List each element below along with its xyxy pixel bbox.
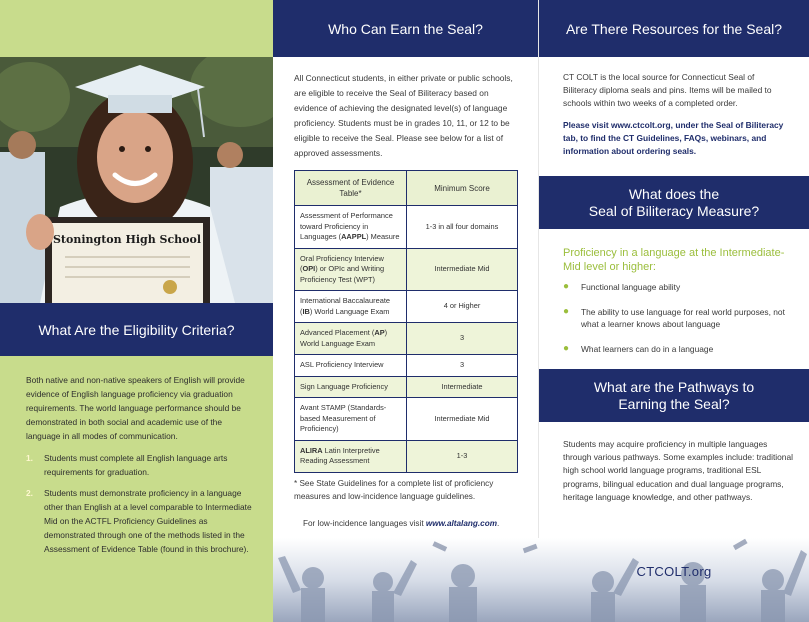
measure-heading <box>539 176 809 229</box>
graduate-photo <box>0 57 273 303</box>
measure-heading-line2: Seal of Biliteracy Measure? <box>588 202 760 219</box>
assessment-table-body <box>295 206 518 473</box>
website-link[interactable]: CTCOLT.org <box>636 564 712 579</box>
assessment-text-suffix: ) World Language Exam <box>300 328 388 348</box>
resources-heading: Are There Resources for the Seal? <box>539 0 809 57</box>
eligibility-intro: Both native and non-native speakers of English will provide evidence of English language proficiency via graduation requirements. The world language performance should be demonstrated in both social and academic use of the language in all modes of communication. <box>26 375 245 441</box>
bullet-icon: ● <box>563 342 570 354</box>
measure-item: The ability to use language for real world purposes, not what a learner knows about language <box>581 306 785 329</box>
pathways-heading-line2: Earning the Seal? <box>618 395 730 412</box>
eligibility-body <box>0 356 273 622</box>
who-can-earn-intro: All Connecticut students, in either private or public schools, are eligible to receive the Seal of Biliteracy based on evidence of achieving the designated level(s) of language proficiency. Students must be in grades 10, 11, or 12 to be eligible to receive the Seal. Please see below for a list of approved assessments. <box>294 73 513 158</box>
low-incidence-note <box>303 519 499 528</box>
assessment-cell <box>295 355 407 377</box>
assessment-text: Avant STAMP (Standards-based Measurement of Proficiency) <box>300 403 387 433</box>
assessment-text: ASL Proficiency Interview <box>300 360 384 369</box>
assessment-text-suffix: ) or OPIc and Writing Proficiency Test (WPT) <box>300 264 385 284</box>
table-row <box>295 376 518 398</box>
measure-item: What learners can do in a language <box>581 343 714 354</box>
top-green-band <box>0 0 273 57</box>
assessment-cell <box>295 206 407 249</box>
table-row <box>295 355 518 377</box>
table-header-score: Minimum Score <box>407 171 518 206</box>
bullet-icon: ● <box>563 281 570 292</box>
score-cell: Intermediate Mid <box>407 248 518 291</box>
diploma-title: Stonington High School <box>52 233 202 246</box>
measure-heading-line1: What does the <box>628 185 720 202</box>
criteria-text: Students must demonstrate proficiency in a language other than English at a level comparable to Intermediate Mid on the ACTFL Proficiency Guidelines as demonstrated through one of the methods listed in the Assessment of Evidence Table (found in this brochure). <box>44 488 252 554</box>
pathways-body: Students may acquire proficiency in multiple languages through various pathways. Some examples include: traditional high school world language programs, traditional ESL programs, bilingual education and dual language programs, heritage language knowledge, and other pathways. <box>563 439 793 502</box>
table-row <box>295 398 518 441</box>
panel-eligibility <box>0 0 273 622</box>
pathways-heading-line1: What are the Pathways to <box>593 378 755 395</box>
table-row <box>295 248 518 291</box>
list-item <box>563 281 803 294</box>
assessment-text: Sign Language Proficiency <box>300 381 388 391</box>
list-item <box>26 486 255 556</box>
criteria-number: 2. <box>26 488 33 498</box>
measure-list <box>563 281 803 367</box>
assessment-cell <box>295 398 407 441</box>
assessment-text: International Baccalaureate ( <box>300 296 390 316</box>
score-cell: Intermediate Mid <box>407 398 518 441</box>
table-row <box>295 206 518 249</box>
low-incidence-suffix: . <box>497 519 500 528</box>
assessment-text: Advanced Placement ( <box>300 328 375 337</box>
criteria-number: 1. <box>26 453 33 463</box>
score-cell: 1-3 in all four domains <box>407 206 518 249</box>
assessment-text-suffix: Latin Interpretive Reading Assessment <box>300 445 380 465</box>
table-row <box>295 323 518 355</box>
assessment-cell <box>295 248 407 291</box>
score-cell: 3 <box>407 323 518 355</box>
eligibility-heading: What Are the Eligibility Criteria? <box>0 303 273 356</box>
criteria-list <box>26 451 255 556</box>
list-item <box>563 343 803 356</box>
table-header-assessment: Assessment of Evidence Table* <box>295 171 407 206</box>
pathways-heading <box>539 369 809 422</box>
resources-visit[interactable]: Please visit www.ctcolt.org, under the Seal of Biliteracy tab, to find the CT Guidelines, FAQs, webinars, and information about ordering seals. <box>563 120 784 156</box>
measure-subheading: Proficiency in a language at the Intermediate-Mid level or higher: <box>563 247 785 273</box>
assessment-text-suffix: ) World Language Exam <box>309 306 390 316</box>
low-incidence-prefix: For low-incidence languages visit <box>303 519 426 528</box>
score-cell: 4 or Higher <box>407 291 518 323</box>
assessment-abbr: IB <box>302 306 310 316</box>
criteria-text: Students must complete all English language arts requirements for graduation. <box>44 453 228 477</box>
measure-item: Functional language ability <box>581 282 681 292</box>
table-row <box>295 440 518 472</box>
score-cell: Intermediate <box>407 376 518 398</box>
table-header-row <box>295 171 518 206</box>
list-item <box>26 451 255 479</box>
table-row <box>295 291 518 323</box>
score-cell: 1-3 <box>407 440 518 472</box>
panel-resources <box>539 0 809 622</box>
table-footnote: * See State Guidelines for a complete list of proficiency measures and low-incidence language guidelines. <box>294 479 494 501</box>
resources-text: CT COLT is the local source for Connecticut Seal of Biliteracy diploma seals and pins. Items will be mailed to schools within two weeks of a completed order. <box>563 72 772 108</box>
assessment-cell <box>295 440 407 472</box>
assessment-cell <box>295 291 407 323</box>
score-cell: 3 <box>407 355 518 377</box>
list-item <box>563 306 803 331</box>
assessment-table <box>294 170 518 473</box>
assessment-text: Assessment of Performance toward Proficiency in Languages ( <box>300 211 393 241</box>
altalang-link[interactable]: www.altalang.com <box>425 519 497 528</box>
assessment-abbr: AAPPL <box>341 232 367 241</box>
assessment-text: Oral Proficiency Interview ( <box>300 253 384 273</box>
who-can-earn-heading: Who Can Earn the Seal? <box>273 0 538 57</box>
assessment-abbr: ALIRA <box>300 445 323 455</box>
assessment-abbr: OPI <box>302 264 316 273</box>
resources-body <box>563 71 789 158</box>
assessment-cell <box>295 323 407 355</box>
assessment-cell <box>295 376 407 398</box>
bullet-icon: ● <box>563 305 570 317</box>
panel-who-can-earn <box>273 0 539 622</box>
assessment-text-suffix: ) Measure <box>366 232 400 241</box>
assessment-abbr: AP <box>374 328 385 337</box>
